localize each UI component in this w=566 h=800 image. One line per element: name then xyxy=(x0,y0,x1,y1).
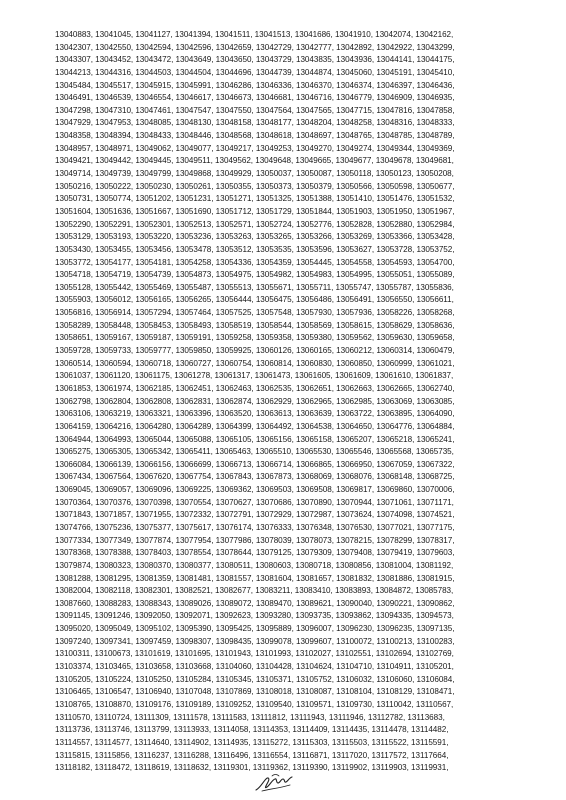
number-line: 13087660, 13088283, 13088343, 13089026, 13089072, 13089470, 13089621, 13090040, 13090221, 13090862, xyxy=(55,598,455,608)
number-list xyxy=(55,29,537,775)
number-line: 13043307, 13043452, 13043472, 13043649, 13043650, 13043729, 13043835, 13043936, 13044141, 13044175, xyxy=(55,55,455,65)
number-line: 13048358, 13048394, 13048433, 13048446, 13048568, 13048618, 13048697, 13048765, 13048785, 13048789, xyxy=(55,131,455,141)
number-line: 13050216, 13050222, 13050230, 13050261, 13050355, 13050373, 13050379, 13050566, 13050598, 13050677, xyxy=(55,181,455,191)
number-line: 13065275, 13065305, 13065342, 13065411, 13065463, 13065510, 13065530, 13065546, 13065568, 13065735, xyxy=(55,447,454,457)
number-line: 13047929, 13047953, 13048085, 13048130, 13048158, 13048177, 13048204, 13048258, 13048316, 13048333, xyxy=(55,118,455,128)
number-line: 13040883, 13041045, 13041127, 13041394, 13041511, 13041513, 13041686, 13041910, 13042074, 13042162, xyxy=(55,30,454,39)
number-line: 13054718, 13054719, 13054739, 13054873, 13054975, 13054982, 13054983, 13054995, 13055051, 13055089, xyxy=(55,270,455,280)
number-line: 13081288, 13081295, 13081359, 13081481, 13081557, 13081604, 13081657, 13081832, 13081886, 13081915, xyxy=(55,573,455,583)
number-line: 13078368, 13078388, 13078403, 13078554, 13078644, 13079125, 13079309, 13079408, 13079419, 13079603, xyxy=(55,548,455,558)
number-line: 13118182, 13118472, 13118619, 13118632, 13119301, 13119362, 13119390, 13119902, 13119903, 13119931, xyxy=(55,763,449,773)
number-line: 13071843, 13071857, 13071955, 13072332, 13072791, 13072929, 13072987, 13073624, 13074098, 13074521, xyxy=(55,510,455,520)
number-line: 13097240, 13097341, 13097459, 13098307, 13098435, 13099078, 13099607, 13100072, 13100213, 13100283, xyxy=(55,636,455,646)
number-line: 13044213, 13044316, 13044503, 13044504, 13044696, 13044739, 13044874, 13045060, 13045191, 13045410, xyxy=(55,67,455,77)
number-line: 13053129, 13053193, 13053220, 13053236, 13053263, 13053265, 13053266, 13053269, 13053366, 13053428, xyxy=(55,232,455,242)
number-line: 13061853, 13061974, 13062185, 13062451, 13062463, 13062535, 13062651, 13062663, 13062665, 13062740, xyxy=(55,383,455,393)
number-line: 13056816, 13056914, 13057294, 13057464, 13057525, 13057548, 13057930, 13057936, 13058226, 13058268, xyxy=(55,308,455,318)
number-line: 13046491, 13046539, 13046554, 13046617, 13046673, 13046681, 13046716, 13046779, 13046909, 13046935, xyxy=(55,93,455,103)
number-line: 13048957, 13048971, 13049062, 13049077, 13049217, 13049253, 13049270, 13049274, 13049344, 13049369, xyxy=(55,143,455,153)
number-line: 13095020, 13095049, 13095102, 13095390, 13095425, 13095889, 13096007, 13096230, 13096235, 13097135, xyxy=(55,624,455,634)
number-line: 13053430, 13053455, 13053456, 13053478, 13053512, 13053535, 13053596, 13053627, 13053728, 13053752, xyxy=(55,244,455,254)
number-line: 13062798, 13062804, 13062808, 13062831, 13062874, 13062929, 13062965, 13062985, 13063069, 13063085, xyxy=(55,396,455,406)
number-line: 13110570, 13110724, 13111309, 13111578, 13111583, 13111812, 13111943, 13111946, 13112782, 13113683, xyxy=(55,712,445,722)
number-line: 13064159, 13064216, 13064280, 13064289, 13064399, 13064492, 13064538, 13064650, 13064776, 13064884, xyxy=(55,421,455,431)
number-line: 13091145, 13091246, 13092050, 13092071, 13092623, 13093280, 13093735, 13093862, 13094335, 13094573, xyxy=(55,611,454,621)
number-line: 13069045, 13069057, 13069096, 13069225, 13069362, 13069503, 13069508, 13069817, 13069860, 13070006, xyxy=(55,485,455,495)
number-line: 13045484, 13045517, 13045915, 13045991, 13046286, 13046336, 13046370, 13046374, 13046397, 13046436, xyxy=(55,80,455,90)
number-line: 13079874, 13080323, 13080370, 13080377, 13080511, 13080603, 13080718, 13080856, 13081004, 13081192, xyxy=(55,560,454,570)
number-line: 13103374, 13103465, 13103658, 13103668, 13104060, 13104428, 13104624, 13104710, 13104911, 13105201, xyxy=(55,662,454,672)
number-line: 13077334, 13077349, 13077874, 13077954, 13077986, 13078039, 13078073, 13078215, 13078299, 13078317, xyxy=(55,535,455,545)
number-line: 13066084, 13066139, 13066156, 13066699, 13066713, 13066714, 13066865, 13066950, 13067059, 13067322, xyxy=(55,459,455,469)
number-line: 13047298, 13047310, 13047461, 13047547, 13047550, 13047564, 13047565, 13047715, 13047816, 13047858, xyxy=(55,105,455,115)
handwritten-signature-icon xyxy=(254,770,294,794)
number-line: 13052290, 13052291, 13052301, 13052513, 13052571, 13052724, 13052776, 13052828, 13052880, 13052984, xyxy=(55,219,455,229)
number-line: 13113736, 13113746, 13113799, 13113933, 13114058, 13114353, 13114409, 13114435, 13114478, 13114482, xyxy=(55,725,449,735)
number-line: 13055128, 13055442, 13055469, 13055487, 13055513, 13055671, 13055711, 13055747, 13055787, 13055836, xyxy=(55,282,454,292)
number-line: 13106465, 13106547, 13106940, 13107048, 13107869, 13108018, 13108087, 13108104, 13108129, 13108471, xyxy=(55,687,455,697)
number-line: 13058651, 13059167, 13059187, 13059191, 13059258, 13059358, 13059380, 13059562, 13059630, 13059658, xyxy=(55,333,455,343)
number-line: 13051604, 13051636, 13051667, 13051690, 13051712, 13051729, 13051844, 13051903, 13051950, 13051967, xyxy=(55,206,455,216)
number-line: 13063106, 13063219, 13063321, 13063396, 13063520, 13063613, 13063639, 13063722, 13063895, 13064090, xyxy=(55,409,455,419)
number-line: 13115815, 13115856, 13116237, 13116288, 13116496, 13116554, 13116871, 13117020, 13117572, 13117664, xyxy=(55,750,449,760)
number-line: 13055903, 13056012, 13056165, 13056265, 13056444, 13056475, 13056486, 13056491, 13056550, 13056611, xyxy=(55,295,454,305)
number-line: 13042307, 13042550, 13042594, 13042596, 13042659, 13042729, 13042777, 13042892, 13042922, 13043299, xyxy=(55,42,455,52)
number-line: 13053772, 13054177, 13054181, 13054258, 13054336, 13054359, 13054445, 13054558, 13054593, 13054700, xyxy=(55,257,455,267)
number-line: 13064944, 13064993, 13065044, 13065088, 13065105, 13065156, 13065158, 13065207, 13065218, 13065241, xyxy=(55,434,455,444)
number-line: 13058289, 13058448, 13058453, 13058493, 13058519, 13058544, 13058569, 13058615, 13058629, 13058636, xyxy=(55,320,455,330)
number-line: 13100311, 13100673, 13101619, 13101695, 13101943, 13101993, 13102027, 13102551, 13102694, 13102769, xyxy=(55,649,454,659)
number-line: 13114557, 13114577, 13114640, 13114902, 13114935, 13115272, 13115303, 13115503, 13115522, 13115591, xyxy=(55,737,449,747)
number-line: 13067434, 13067564, 13067620, 13067754, 13067843, 13067873, 13068069, 13068076, 13068148, 13068725, xyxy=(55,472,455,482)
number-line: 13070364, 13070376, 13070398, 13070554, 13070627, 13070686, 13070890, 13070944, 13071061, 13071171, xyxy=(55,497,454,507)
number-line: 13059728, 13059733, 13059777, 13059850, 13059925, 13060126, 13060165, 13060212, 13060314, 13060479, xyxy=(55,346,455,356)
number-line: 13049421, 13049442, 13049445, 13049511, 13049562, 13049648, 13049665, 13049677, 13049678, 13049681, xyxy=(55,156,454,166)
number-line: 13050731, 13050774, 13051202, 13051231, 13051271, 13051325, 13051388, 13051410, 13051476, 13051532, xyxy=(55,194,455,204)
number-line: 13082004, 13082118, 13082301, 13082521, 13082677, 13083211, 13083410, 13083893, 13084872, 13085783, xyxy=(55,586,454,596)
number-line: 13108765, 13108870, 13109176, 13109189, 13109252, 13109540, 13109571, 13109730, 13110042, 13110567, xyxy=(55,699,454,709)
number-line: 13105205, 13105224, 13105250, 13105284, 13105345, 13105371, 13105752, 13106032, 13106060, 13106084, xyxy=(55,674,455,684)
number-line: 13074766, 13075236, 13075377, 13075617, 13076174, 13076333, 13076348, 13076530, 13077021, 13077175, xyxy=(55,522,455,532)
number-line: 13049714, 13049739, 13049799, 13049868, 13049929, 13050037, 13050087, 13050118, 13050123, 13050208, xyxy=(55,169,454,179)
number-line: 13061037, 13061120, 13061175, 13061278, 13061317, 13061473, 13061605, 13061609, 13061610, 13061837, xyxy=(55,371,454,381)
number-line: 13060514, 13060594, 13060718, 13060727, 13060754, 13060814, 13060830, 13060850, 13060999, 13061021, xyxy=(55,358,455,368)
